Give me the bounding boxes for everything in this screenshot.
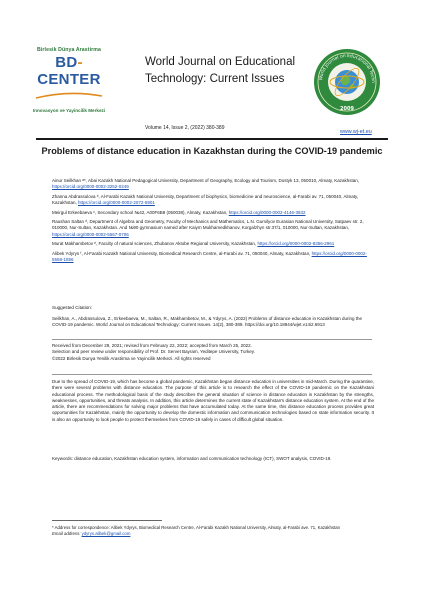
citation-block xyxy=(52,316,374,329)
suggested-citation-label: Suggested Citation: xyxy=(52,305,93,310)
orcid-link[interactable]: https://orcid.org/0000-0002-5558-1856 xyxy=(52,250,367,263)
history-rule xyxy=(52,374,372,375)
article-history xyxy=(52,343,374,362)
author-affiliation: Raushan Saltan ᵈ, Department of Algebra and Geometry, Faculty of Mechanics and Mathematics, L.N. Gumilyov Eurasian National University, Satpaev str. 2, 010000, Nur-Sultan, Kazakhstan. And №90 gymnasium named after Kaiym Mukhamedkhanov, Korgalzhyn str.37/1, 010000, Nur-Sultan, Kazakhstan, xyxy=(52,219,364,231)
journal-title: World Journal on Educational Technology: Current Issues xyxy=(145,56,296,85)
author-affiliation: Zhanna Abdrassulova ᵇ, Al-Farabi Kazakh National University, Department of biophysics, biomedicine and neuroscience, al-Farabi av. 71, 050040, Almaty, Kazakhstan, xyxy=(52,193,359,206)
author-entry xyxy=(52,219,374,238)
author-affiliation: Alibek Ydyrys ᶠ, Al-Farabi Kazakh National University, Biomedical Research Centre, al-Farabi av. 71, 050040, Almaty, Kazakhstan, xyxy=(52,250,311,256)
author-affiliation: Ainur Seilkhan ᵃ*, Abai Kazakh National Pedagogical University, Department of Geography, Ecology and Tourism, Dostyk 13, 050010, Almaty, Kazakhstan, xyxy=(52,178,360,183)
email-link[interactable]: ydyrys.alibek@gmail.com xyxy=(81,531,131,537)
author-entry xyxy=(52,194,374,207)
email-label: Email address: xyxy=(52,531,81,537)
journal-seal-year: 2009 xyxy=(340,106,354,112)
publisher-logo-center: CENTER xyxy=(37,71,101,88)
orcid-link[interactable]: https://orcid.org/0000-0002-8356-2961 xyxy=(257,241,335,247)
volume-issue-line: Volume 14, Issue 2, (2022) 380-389 xyxy=(145,125,225,131)
orcid-link[interactable]: https://orcid.org/0000-0002-2072-5901 xyxy=(78,200,155,206)
journal-seal-logo-icon xyxy=(312,47,382,117)
publisher-logo-bd: BD xyxy=(55,54,78,71)
footnote-rule xyxy=(52,520,162,521)
correspondence-footnote xyxy=(52,525,374,537)
history-received: Received from December 29, 2021; revised from February 22, 2022; accepted from March 25, 2022. xyxy=(52,343,252,348)
citation-rule xyxy=(52,339,372,340)
citation-text: Seilkhan, A., Abdrassulova, Z., Erkeebaeva, M., Saltan, R., Makhambetov, M., & Ydyrys, A. (2022) Problems of distance education in Kazakhstan during the COVID-19 pandemic. World Journal on Educational Technology: Current Issues. 14(2), 380-389. xyxy=(52,316,362,328)
keywords: Keywords: distance education, Kazakhstan education system, information and communication technology (ICT), SWOT analysis, COVID-19. xyxy=(52,456,332,461)
author-entry xyxy=(52,178,374,191)
orcid-link[interactable]: https://orcid.org/0000-0002-3252-0249 xyxy=(52,184,129,190)
publisher-logo-line1: Birlesik Dünya Arastirma xyxy=(37,47,101,53)
article-title: Problems of distance education in Kazakhstan during the COVID-19 pandemic xyxy=(41,146,383,156)
publisher-logo xyxy=(30,47,108,113)
author-affiliation: Meirgul Erkeebaeva ᶜ, Secondary school №42, A00F6B8 (050038), Almaty, Kazakhstan, xyxy=(52,209,228,215)
orcid-link[interactable]: https://orcid.org/0000-0002-4146-3832 xyxy=(228,209,306,215)
publisher-logo-line3: Innovasyon ve Yayincilik Merkezi xyxy=(32,108,106,113)
author-entry xyxy=(52,251,374,264)
author-entry xyxy=(52,241,374,247)
history-peer-review: Selection and peer review under responsibility of Prof. Dr. Servet Bayram, Yeditepe University, Turkey. xyxy=(52,349,255,355)
orcid-link[interactable]: https://orcid.org/0000-0002-5567-0706 xyxy=(52,231,129,237)
doi-link[interactable]: https://doi.org/10.18844/wjet.v14i2.6913 xyxy=(244,322,325,328)
journal-website-link[interactable]: www.wj-et.eu xyxy=(340,129,372,135)
author-entry xyxy=(52,210,374,216)
footnote-address: * Address for correspondence: Alibek Ydyrys, Biomedical Research Centre, Al-Farabi Kazakh National University, Almaty, al-Farabi ave. 71, Kazakhstan xyxy=(52,525,341,530)
history-copyright: ©2022 Birlesik Dunya Yenilik Arastirma ve Yayincilik Merkezi. All rights reserved xyxy=(52,355,211,361)
author-affiliation: Murat Makhambetov ᵉ, Faculty of natural sciences, Zhubanov Aktobe Regional University, Kazakhstan, xyxy=(52,241,257,247)
publisher-logo-swoosh-icon xyxy=(30,91,108,101)
footnote-email-line xyxy=(52,531,374,537)
abstract: Due to the spread of COVID-19, which has become a global pandemic, Kazakhstan began distance education in universities in mid-March. During the quarantine, there were several problems with distance education. The purpose of this article is to research the effect of the COVID-19 pandemic on the Kazakhstani educational process. The methodological basis of the study describes the general situation of science in distance education in Kazakhstan by the strengths, weaknesses, opportunities, and threats analysis. In addition, this article determines the current state of Kazakhstan's distance education system. At the end of the article, there are recommendations for solving major problems that have accumulated today. At the same time, this distance education process provides great opportunities for Kazakhstan, mainly the opportunity to develop the domestic information and communication technologies based on state information security. It is also an opportunity to look people to protect themselves from COVID-19 safely in cases of difficult global situation. xyxy=(52,379,374,422)
author-list xyxy=(52,178,374,266)
header-rule xyxy=(36,138,388,140)
publisher-logo-mark: BD-CENTER xyxy=(37,54,101,88)
journal-seal-text: World Journal on Educational Techn xyxy=(318,53,376,84)
